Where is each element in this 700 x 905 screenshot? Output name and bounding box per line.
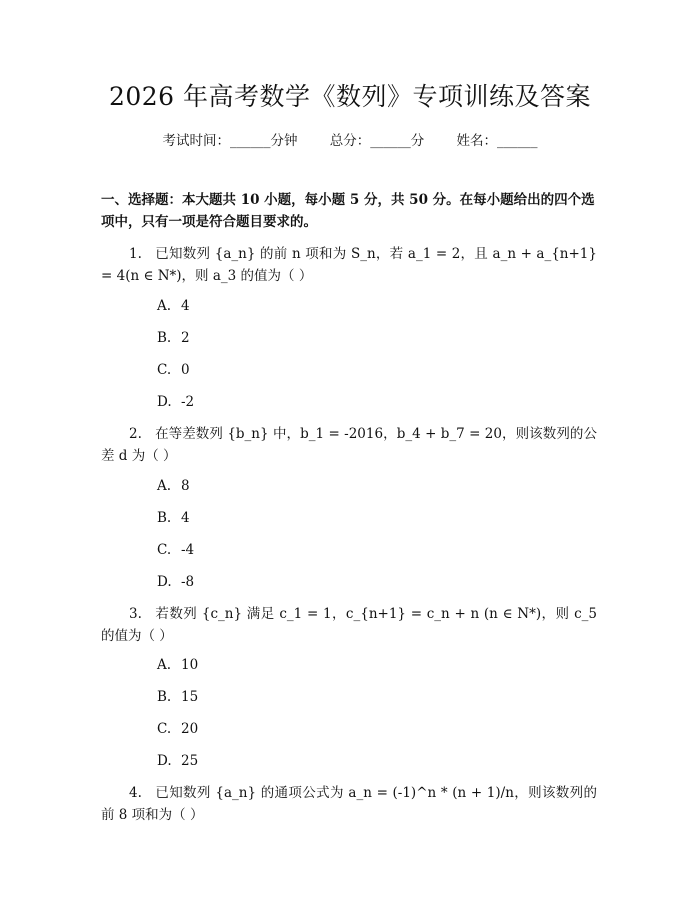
- question-number: 1.: [129, 246, 142, 262]
- option-value: 2: [181, 330, 190, 346]
- option-value: 15: [181, 689, 199, 705]
- question-text: 已知数列 {a_n} 的前 n 项和为 S_n，若 a_1 = 2，且 a_n + a_{n+1} = 4(n ∈ N*)，则 a_3 的值为（ ）: [101, 246, 597, 284]
- question-3-option-d: [157, 751, 198, 771]
- question-3-option-c: [157, 719, 198, 739]
- question-2-option-c: [157, 540, 194, 560]
- option-letter: C.: [157, 721, 172, 737]
- option-value: 4: [181, 298, 190, 314]
- question-text: 若数列 {c_n} 满足 c_1 = 1，c_{n+1} = c_n + n (n ∈ N*)，则 c_5 的值为（ ）: [101, 606, 597, 644]
- question-number: 4.: [129, 785, 142, 801]
- question-1: [101, 243, 597, 287]
- option-letter: A.: [157, 657, 172, 673]
- question-1-option-c: [157, 360, 190, 380]
- page-title: 2026 年高考数学《数列》专项训练及答案: [108, 82, 592, 111]
- question-number: 3.: [129, 606, 142, 622]
- question-2-option-a: [157, 476, 190, 496]
- question-text: 在等差数列 {b_n} 中，b_1 = -2016，b_4 + b_7 = 20，则该数列的公差 d 为（ ）: [101, 426, 597, 464]
- option-letter: C.: [157, 542, 172, 558]
- option-value: 8: [181, 478, 190, 494]
- option-letter: B.: [157, 689, 172, 705]
- question-3: [101, 603, 597, 647]
- option-letter: B.: [157, 330, 172, 346]
- option-letter: D.: [157, 574, 172, 590]
- question-1-option-a: [157, 296, 190, 316]
- exam-meta-line: [0, 131, 700, 151]
- student-name-label: 姓名：______: [456, 133, 538, 149]
- option-letter: C.: [157, 362, 172, 378]
- question-4: [101, 782, 597, 826]
- question-2: [101, 423, 597, 467]
- total-score-label: 总分：______分: [329, 133, 425, 149]
- option-value: 25: [181, 753, 199, 769]
- exam-time-label: 考试时间：______分钟: [162, 133, 298, 149]
- option-value: -8: [181, 574, 195, 590]
- question-3-option-b: [157, 687, 198, 707]
- question-2-option-d: [157, 572, 194, 592]
- option-letter: A.: [157, 478, 172, 494]
- question-1-option-b: [157, 328, 190, 348]
- question-number: 2.: [129, 426, 142, 442]
- question-2-option-b: [157, 508, 190, 528]
- option-value: 10: [181, 657, 199, 673]
- option-value: 4: [181, 510, 190, 526]
- option-value: -2: [181, 394, 195, 410]
- option-letter: D.: [157, 394, 172, 410]
- question-1-option-d: [157, 392, 194, 412]
- option-letter: B.: [157, 510, 172, 526]
- section-heading: 一、选择题：本大题共 10 小题，每小题 5 分，共 50 分。在每小题给出的四个选项中，只有一项是符合题目要求的。: [101, 192, 595, 230]
- question-text: 已知数列 {a_n} 的通项公式为 a_n = (-1)^n * (n + 1)/n，则该数列的前 8 项和为（ ）: [101, 785, 597, 823]
- question-3-option-a: [157, 655, 198, 675]
- option-value: 20: [181, 721, 199, 737]
- option-value: -4: [181, 542, 195, 558]
- option-value: 0: [181, 362, 190, 378]
- option-letter: A.: [157, 298, 172, 314]
- option-letter: D.: [157, 753, 172, 769]
